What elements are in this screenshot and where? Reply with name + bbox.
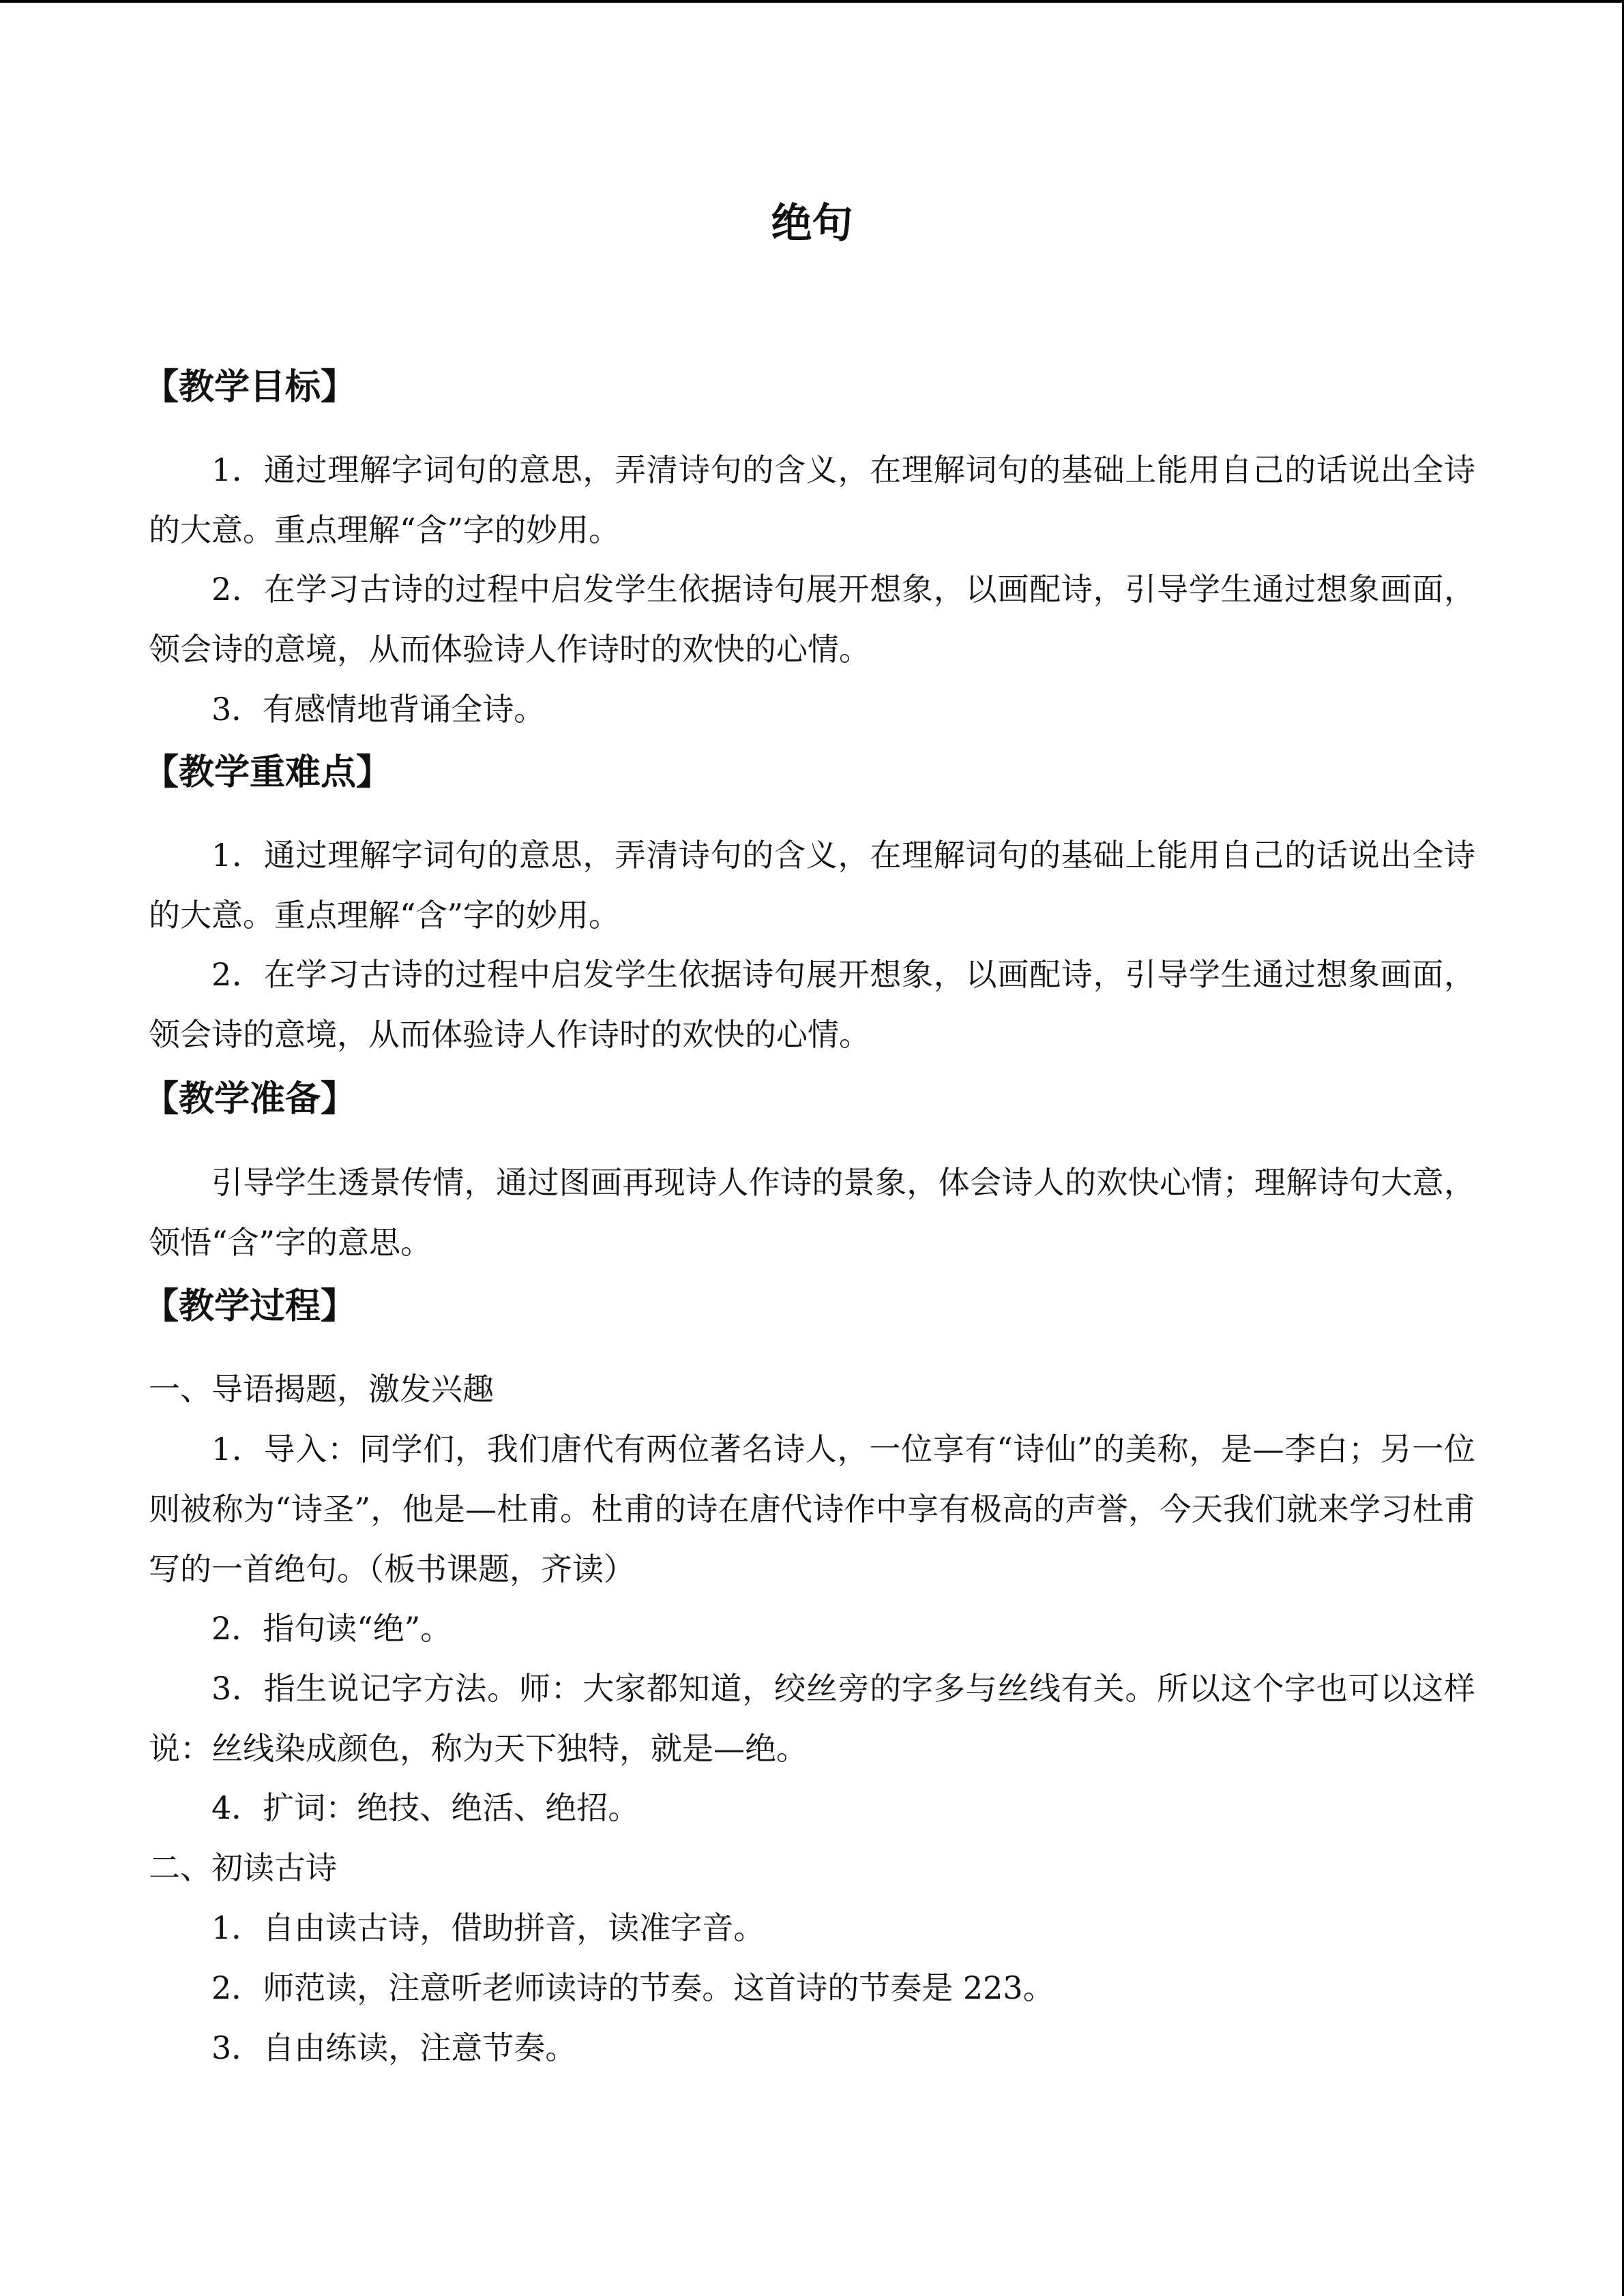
heading-keypoints: 【教学重难点】 <box>143 751 392 793</box>
keypoint-item-1: 1．通过理解字词句的意思，弄清诗句的含义，在理解词句的基础上能用自己的话说出全诗的大意。重点理解“含”字的妙用。 <box>149 837 1475 934</box>
heading-process: 【教学过程】 <box>143 1285 357 1327</box>
process-part1-item-2: 2．指句读“绝”。 <box>211 1610 452 1647</box>
preparation-item-1: 引导学生透景传情，通过图画再现诗人作诗的景象，体会诗人的欢快心情；理解诗句大意，领悟“含”字的意思。 <box>149 1164 1475 1261</box>
process-part2-item-1: 1．自由读古诗，借助拼音，读准字音。 <box>211 1909 765 1946</box>
process-part1-title: 一、导语揭题，激发兴趣 <box>149 1371 494 1407</box>
process-part1-item-1: 1．导入：同学们，我们唐代有两位著名诗人，一位享有“诗仙”的美称，是—李白；另一位则被称为“诗圣”，他是—杜甫。杜甫的诗在唐代诗作中享有极高的声誉，今天我们就来学习杜甫写的一首绝句。（板书课题，齐读） <box>149 1431 1475 1587</box>
process-part2-item-3: 3．自由练读，注意节奏。 <box>211 2029 577 2066</box>
process-part1-item-3: 3．指生说记字方法。师：大家都知道，绞丝旁的字多与丝线有关。所以这个字也可以这样说：丝线染成颜色，称为天下独特，就是—绝。 <box>149 1670 1475 1767</box>
objective-item-3: 3．有感情地背诵全诗。 <box>211 691 546 728</box>
process-part1-item-4: 4．扩词：绝技、绝活、绝招。 <box>211 1789 640 1826</box>
heading-preparation: 【教学准备】 <box>143 1078 357 1120</box>
process-part2-title: 二、初读古诗 <box>149 1849 337 1886</box>
heading-objectives: 【教学目标】 <box>143 366 357 408</box>
objective-item-1: 1．通过理解字词句的意思，弄清诗句的含义，在理解词句的基础上能用自己的话说出全诗的大意。重点理解“含”字的妙用。 <box>149 451 1475 548</box>
objective-item-2: 2．在学习古诗的过程中启发学生依据诗句展开想象，以画配诗，引导学生通过想象画面，领会诗的意境，从而体验诗人作诗时的欢快的心情。 <box>149 571 1475 668</box>
page-top-border <box>0 0 1624 3</box>
document-title: 绝句 <box>771 200 853 248</box>
keypoint-item-2: 2．在学习古诗的过程中启发学生依据诗句展开想象，以画配诗，引导学生通过想象画面，领会诗的意境，从而体验诗人作诗时的欢快的心情。 <box>149 956 1475 1053</box>
process-part2-item-2: 2．师范读，注意听老师读诗的节奏。这首诗的节奏是 223。 <box>211 1969 1054 2006</box>
